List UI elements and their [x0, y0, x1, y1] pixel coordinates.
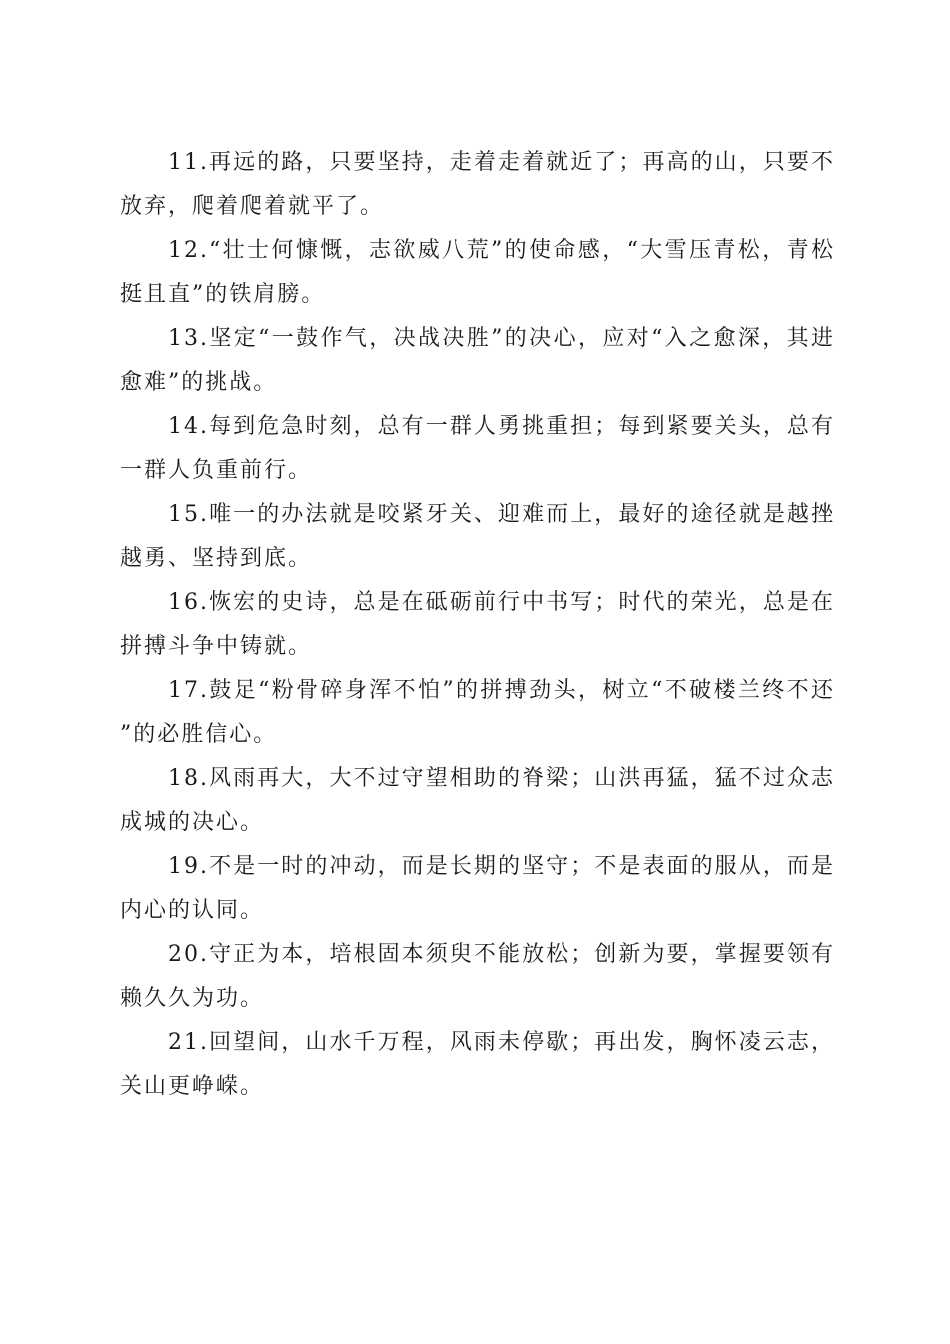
paragraph-16: 16.恢宏的史诗，总是在砥砺前行中书写；时代的荣光，总是在拼搏斗争中铸就。	[120, 590, 835, 659]
paragraph-17: 17.鼓足“粉骨碎身浑不怕”的拼搏劲头，树立“不破楼兰终不还”的必胜信心。	[120, 678, 835, 747]
paragraph-11: 11.再远的路，只要坚持，走着走着就近了；再高的山，只要不放弃，爬着爬着就平了。	[120, 150, 835, 219]
paragraph-21: 21.回望间，山水千万程，风雨未停歇；再出发，胸怀凌云志，关山更峥嵘。	[120, 1030, 835, 1099]
paragraph-13: 13.坚定“一鼓作气，决战决胜”的决心，应对“入之愈深，其进愈难”的挑战。	[120, 326, 835, 395]
paragraph-12: 12.“壮士何慷慨，志欲威八荒”的使命感，“大雪压青松，青松挺且直”的铁肩膀。	[120, 238, 835, 307]
document-body	[120, 141, 835, 1109]
paragraph-19: 19.不是一时的冲动，而是长期的坚守；不是表面的服从，而是内心的认同。	[120, 854, 835, 923]
paragraph-14: 14.每到危急时刻，总有一群人勇挑重担；每到紧要关头，总有一群人负重前行。	[120, 414, 835, 483]
paragraph-15: 15.唯一的办法就是咬紧牙关、迎难而上，最好的途径就是越挫越勇、坚持到底。	[120, 502, 835, 571]
paragraph-18: 18.风雨再大，大不过守望相助的脊梁；山洪再猛，猛不过众志成城的决心。	[120, 766, 835, 835]
paragraph-20: 20.守正为本，培根固本须臾不能放松；创新为要，掌握要领有赖久久为功。	[120, 942, 835, 1011]
